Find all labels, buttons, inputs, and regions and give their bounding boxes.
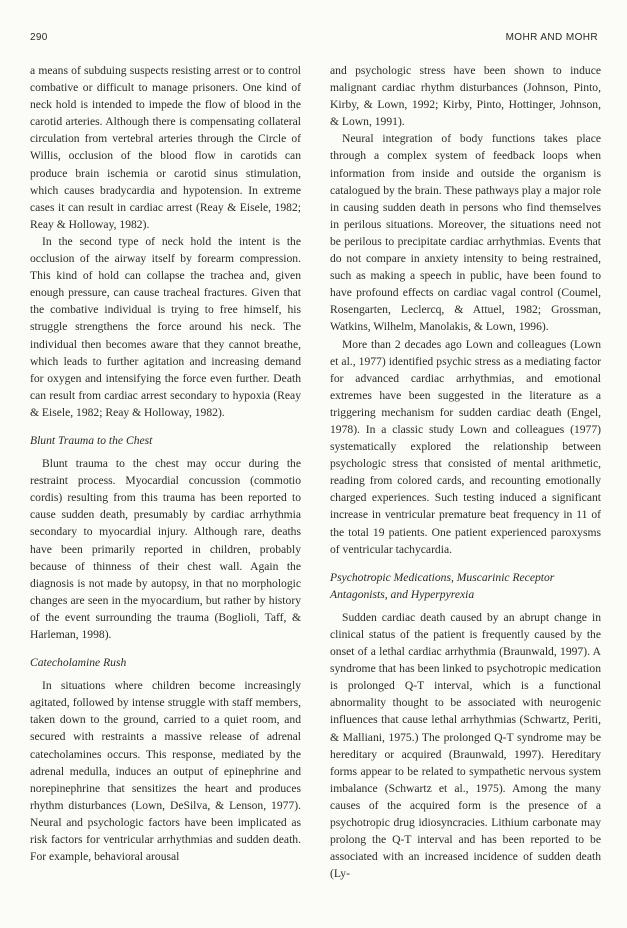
paragraph: Neural integration of body functions takes place through a complex system of feedback loops when information from inside and outside the organism is catalogued by the brain. These pathways play a major role in causing sudden death in persons who find themselves in perilous situations. Moreover, the situations need not be perilous to precipitate cardiac arrhythmias. Events that do not compare in anxiety intensity to being restrained, such as making a speech in public, have been found to have profound effects on cardiac vagal control (Coumel, Rosengarten, Leclercq, & Attuel, 1982; Grossman, Watkins, Wilhelm, Manolakis, & Lown, 1996). [330,132,601,334]
section-heading: Psychotropic Medications, Muscarinic Receptor Antagonists, and Hyperpyrexia [330,570,555,601]
section-heading: Catecholamine Rush [30,656,127,670]
left-column [30,62,301,865]
section-heading: Blunt Trauma to the Chest [30,433,153,447]
paragraph: Blunt trauma to the chest may occur during the restraint process. Myocardial concussion (commotio cordis) resulting from this trauma has been reported to cause sudden death, presumably by cardiac arrhythmia secondary to myocardial injury. Although rare, deaths have been primarily reported in children, probably because of thinness of their chest wall. Again the diagnosis is not made by autopsy, in that no morphologic changes are seen in the myocardium, but rather by history of the event surrounding the trauma (Boglioli, Taff, & Harleman, 1998). [30,457,301,641]
running-head: MOHR AND MOHR [505,32,598,43]
paragraph: and psychologic stress have been shown to induce malignant cardiac rhythm disturbances (Johnson, Pinto, Kirby, & Lown, 1992; Kirby, Pinto, Hottinger, Johnson, & Lown, 1991). [330,64,601,129]
paragraph: More than 2 decades ago Lown and colleagues (Lown et al., 1977) identified psychic stress as a mediating factor for advanced cardiac arrhythmias, and emotional extremes have been suggested in the literature as a triggering mechanism for sudden cardiac death (Engel, 1978). In a classic study Lown and colleagues (1977) systematically explored the relationship between psychologic stress that consisted of mental arithmetic, reading from colored cards, and recounting emotionally charged experiences. Such testing induced a significant increase in ventricular premature beat frequency in 11 of the total 19 patients. One patient experienced paroxysms of ventricular tachycardia. [330,337,601,556]
paragraph: In situations where children become increasingly agitated, followed by intense struggle with staff members, taken down to the ground, carried to a quiet room, and secured with restraints a massive release of adrenal catecholamines occurs. This response, mediated by the adrenal medulla, induces an output of epinephrine and norepinephrine that sensitizes the heart and produces rhythm disturbances (Lown, DeSilva, & Lenson, 1977). Neural and psychologic factors have been implicated as risk factors for ventricular arrhythmias and sudden death. For example, behavioral arousal [30,679,301,864]
paragraph: In the second type of neck hold the intent is the occlusion of the airway itself by forearm compression. This kind of hold can collapse the trachea and, given enough pressure, can cause tracheal fractures. Given that the combative individual is trying to free himself, his struggle strengthens the force around his neck. The individual then becomes aware that they cannot breathe, which leads to further agitation and increasing demand for oxygen and intensifying the force even further. Death can result from cardiac arrest secondary to hypoxia (Reay & Eisele, 1982; Reay & Holloway, 1982). [30,234,301,419]
paragraph: Sudden cardiac death caused by an abrupt change in clinical status of the patient is frequently caused by the onset of a lethal cardiac arrhythmia (Braunwald, 1997). A syndrome that has been linked to psychotropic medication is prolonged Q-T interval, which is a functional abnormality thought to be associated with neurogenic influences that cause lethal arrhythmias (Schwartz, Periti, & Malliani, 1975.) The prolonged Q-T syndrome may be hereditary or acquired (Braunwald, 1997). Hereditary forms appear to be related to sympathetic nervous system imbalance (Schwartz et al., 1975). Among the many causes of the acquired form is the presence of a psychotropic drug idiosyncracies. Lithium carbonate may prolong the Q-T interval and has been reported to be associated with an increased incidence of sudden death (Ly- [330,610,601,881]
page-number: 290 [30,32,48,43]
right-column [330,62,601,882]
paragraph: a means of subduing suspects resisting arrest or to control combative or difficult to manage prisoners. One kind of neck hold is intended to impede the flow of blood in the carotid arteries. Although there is compensating collateral circulation from vertebral arteries through the Circle of Willis, occlusion of the blood flow in carotids can produce brain ischemia or carotid sinus stimulation, which causes bradycardia and hypotension. In extreme cases it can result in cardiac arrest (Reay & Eisele, 1982; Reay & Holloway, 1982). [30,64,301,231]
